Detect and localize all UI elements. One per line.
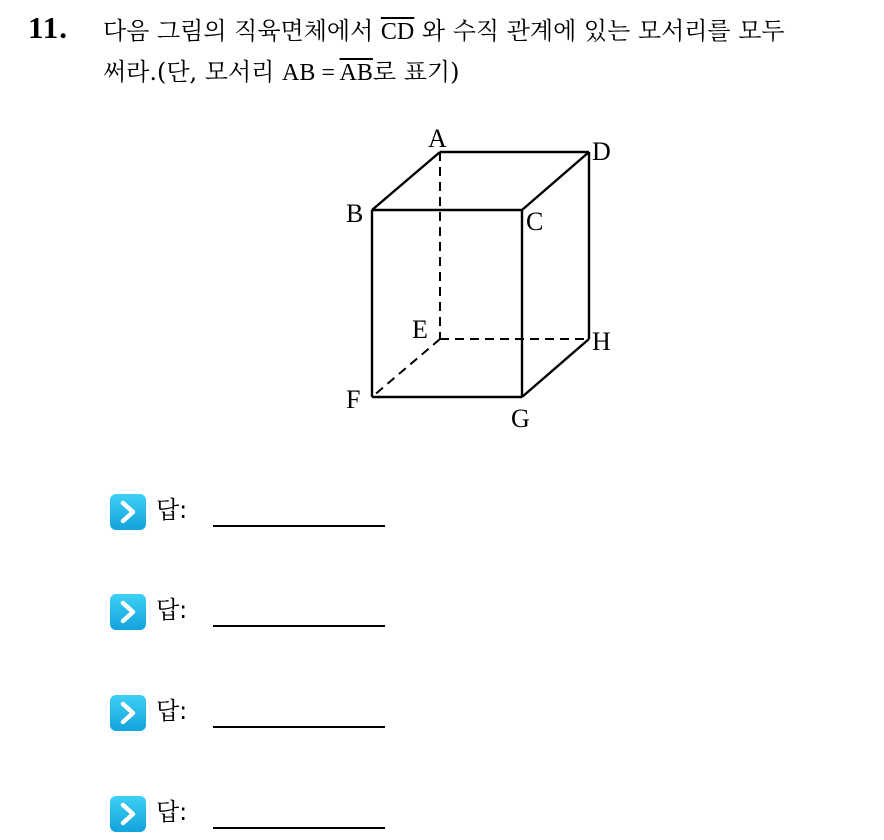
chevron-right-icon	[110, 796, 146, 832]
answer-label: 답:	[156, 697, 188, 725]
equals-sign: =	[315, 60, 340, 86]
answer-blank[interactable]	[213, 625, 385, 627]
vertex-label-a: A	[428, 124, 447, 153]
answer-label: 답:	[156, 596, 188, 624]
question-text-line-1	[103, 16, 785, 47]
answer-label: 답:	[156, 496, 188, 524]
answer-blank[interactable]	[213, 726, 385, 728]
question-text-part: 로 표기)	[372, 58, 460, 86]
vertex-label-c: C	[526, 207, 544, 236]
vertex-label-e: E	[412, 315, 428, 344]
answer-row	[110, 592, 430, 632]
vertex-label-h: H	[592, 327, 611, 356]
chevron-right-icon	[110, 594, 146, 630]
edge-ba	[372, 152, 440, 210]
edge-dc	[522, 152, 589, 210]
chevron-right-icon	[110, 494, 146, 530]
vertex-label-f: F	[346, 385, 361, 414]
vertex-label-g: G	[511, 404, 530, 433]
vertex-label-b: B	[346, 199, 364, 228]
cuboid-diagram	[330, 120, 630, 440]
edge-ab: AB	[281, 60, 316, 86]
answer-label: 답:	[156, 798, 188, 826]
edge-hg	[522, 339, 589, 397]
answer-row	[110, 492, 430, 532]
question-text-part: 다음 그림의 직육면체에서	[103, 17, 381, 45]
vertex-label-d: D	[592, 137, 611, 166]
chevron-right-icon	[110, 695, 146, 731]
question-text-part: 와 수직 관계에 있는 모서리를 모두	[414, 17, 785, 45]
answer-blank[interactable]	[213, 525, 385, 527]
answer-blank[interactable]	[213, 827, 385, 829]
cuboid-figure	[330, 120, 630, 440]
answer-row	[110, 693, 430, 733]
question-number: 11.	[28, 10, 69, 45]
segment-ab: $\overline{AB}$	[339, 60, 373, 86]
segment-cd: $\overline{CD}$	[380, 19, 415, 45]
answer-row	[110, 794, 430, 834]
question-text-line-2	[103, 57, 459, 88]
question-block	[0, 0, 884, 100]
question-text-part: 써라.(단, 모서리	[103, 58, 282, 86]
edge-ef-hidden	[372, 339, 440, 397]
